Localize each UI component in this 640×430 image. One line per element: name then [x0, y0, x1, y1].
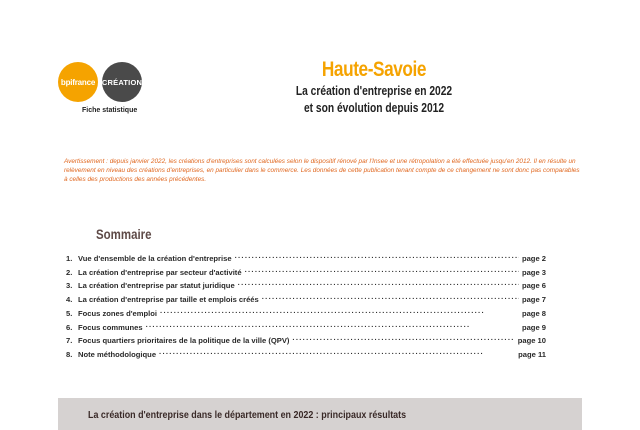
- creation-logo: CRÉATION: [102, 62, 142, 102]
- toc-page: page 11: [518, 349, 546, 359]
- toc-page: page 3: [521, 267, 546, 277]
- table-of-contents: [66, 252, 546, 362]
- toc-leader: [238, 279, 519, 288]
- toc-item[interactable]: [66, 293, 546, 307]
- toc-leader: [146, 321, 519, 330]
- toc-label: La création d'entreprise par statut juridique: [78, 281, 235, 291]
- toc-leader: [160, 307, 519, 316]
- toc-page: page 8: [521, 308, 546, 318]
- fiche-label: Fiche statistique: [82, 107, 138, 114]
- toc-label: La création d'entreprise par secteur d'activité: [78, 267, 242, 277]
- toc-number: 4.: [66, 295, 73, 305]
- toc-page: page 6: [521, 281, 546, 291]
- page-subtitle-line2: et son évolution depuis 2012: [303, 101, 445, 115]
- toc-number: 5.: [66, 308, 73, 318]
- toc-item[interactable]: [66, 266, 546, 280]
- toc-leader: [292, 334, 514, 343]
- bpifrance-logo: bpifrance: [58, 62, 98, 102]
- header: [240, 58, 508, 116]
- toc-page: page 2: [521, 254, 546, 263]
- toc-label: Focus communes: [78, 322, 143, 332]
- toc-number: 7.: [66, 336, 73, 346]
- page-title: Haute-Savoie: [321, 58, 427, 81]
- toc-item[interactable]: [66, 321, 546, 335]
- section-banner: [58, 398, 582, 430]
- toc-page: page 9: [521, 322, 546, 332]
- toc-leader: [159, 348, 515, 357]
- toc-label: Focus zones d'emploi: [78, 308, 158, 318]
- toc-page: page 7: [521, 295, 546, 305]
- toc-leader: [262, 293, 519, 302]
- toc-number: 8.: [66, 349, 73, 359]
- section-banner-title: La création d'entreprise dans le département en 2022 : principaux résultats: [88, 409, 407, 421]
- toc-item[interactable]: [66, 252, 546, 266]
- toc-item[interactable]: [66, 348, 546, 362]
- toc-item[interactable]: [66, 334, 546, 348]
- toc-page: page 10: [517, 336, 546, 346]
- toc-leader: [235, 252, 519, 261]
- toc-leader: [245, 266, 519, 275]
- toc-label: Note méthodologique: [78, 349, 157, 359]
- logo-block: [58, 62, 176, 114]
- toc-label: La création d'entreprise par taille et emplois créés: [78, 295, 259, 305]
- toc-number: 2.: [66, 267, 73, 277]
- toc-number: 1.: [66, 254, 73, 263]
- warning-note: Avertissement : depuis janvier 2022, les créations d'entreprises sont calculées selon le dispositif rénové par l'Insee et une rétropolation a été effectuée jusqu'en 2012. Il en résulte un relèvement en niveau des créations d'entreprises, en particulier dans le commerce. Les données de cette publication tenant compte de ce changement ne sont donc pas comparables à celles des productions des années précédentes.: [64, 158, 580, 183]
- logo-row: [58, 62, 176, 102]
- page-subtitle-line1: La création d'entreprise en 2022: [295, 84, 453, 98]
- toc-item[interactable]: [66, 307, 546, 321]
- toc-label: Focus quartiers prioritaires de la politique de la ville (QPV): [78, 336, 290, 346]
- toc-number: 3.: [66, 281, 73, 291]
- toc-label: Vue d'ensemble de la création d'entreprise: [78, 254, 232, 263]
- toc-item[interactable]: [66, 279, 546, 293]
- sommaire-title: Sommaire: [96, 227, 152, 242]
- toc-number: 6.: [66, 322, 73, 332]
